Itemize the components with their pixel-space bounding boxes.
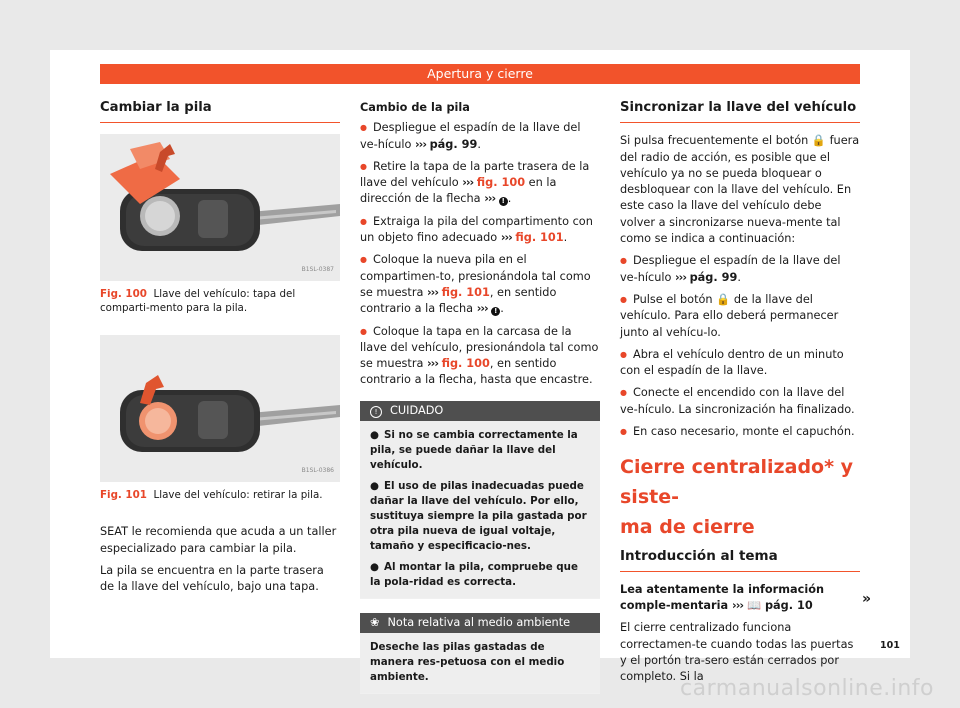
- figure-caption-text: Llave del vehículo: tapa del comparti-mento para la pila.: [100, 288, 296, 315]
- page-reference[interactable]: pág. 10: [764, 598, 813, 612]
- figure-code: B1SL-0386: [301, 467, 334, 474]
- caution-header: ! CUIDADO: [360, 401, 600, 421]
- step-4: ● Conecte el encendido con la llave del ve-hículo. La sincronización ha finalizado.: [620, 385, 860, 418]
- column-middle: [360, 100, 600, 694]
- page-reference[interactable]: pág. 99: [429, 137, 478, 151]
- watermark: carmanualsonline.info: [680, 676, 934, 701]
- reference-arrow-icon: ›››: [675, 270, 686, 284]
- reference-arrow-icon: ›››: [500, 231, 512, 245]
- environment-header: ❀ Nota relativa al medio ambiente: [360, 613, 600, 633]
- continue-chevron-icon: »: [862, 591, 872, 607]
- bullet-icon: [620, 293, 633, 306]
- bullet-icon: [360, 215, 373, 228]
- intro-heading: Introducción al tema: [620, 548, 860, 571]
- step-2: ● Retire la tapa de la parte trasera de la llave del vehículo ››› fig. 100 en la dirección de la flecha ››› ! .: [360, 159, 600, 208]
- reference-arrow-icon: ›››: [427, 357, 438, 371]
- figure-caption-text: Llave del vehículo: retirar la pila.: [153, 489, 323, 502]
- column-left: [100, 100, 340, 601]
- reference-arrow-icon: ›››: [462, 176, 474, 190]
- book-icon: 📖: [746, 598, 762, 612]
- figure-reference[interactable]: fig. 101: [515, 231, 564, 245]
- paragraph: La pila se encuentra en la parte trasera de la llave del vehículo, bajo una tapa.: [100, 563, 324, 594]
- caution-item: ● El uso de pilas inadecuadas puede dañar la llave del vehículo. Por ello, sustituya siempre la pila gastada por otra pila nueva de igual voltaje, tamaño y especificacio-nes.: [370, 479, 587, 552]
- subheading: Cambio de la pila: [360, 101, 470, 114]
- figure-101-caption: [100, 488, 340, 502]
- figure-code: B1SL-0387: [301, 266, 334, 273]
- leaf-icon: ❀: [370, 615, 380, 629]
- warning-icon: !: [499, 197, 508, 206]
- figure-100-image: [100, 134, 340, 281]
- reference-arrow-icon: ›››: [427, 285, 438, 299]
- caution-body: [360, 421, 600, 598]
- figure-100-caption: [100, 287, 340, 315]
- key-battery-illustration: [100, 335, 340, 482]
- key-cover-illustration: [100, 134, 340, 281]
- step-1: ● Despliegue el espadín de la llave del ve-hículo ››› pág. 99.: [620, 253, 860, 286]
- bullet-icon: [360, 253, 373, 266]
- step-3: ● Abra el vehículo dentro de un minuto con el espadín de la llave.: [620, 347, 860, 380]
- caution-item: ● Al montar la pila, compruebe que la pola-ridad es correcta.: [370, 560, 578, 588]
- lock-icon: 🔒: [811, 134, 826, 148]
- chapter-title: Cierre centralizado* y siste- ma de cierre: [620, 456, 854, 539]
- figure-label: Fig. 101: [100, 489, 147, 502]
- column-right: [620, 100, 860, 691]
- chapter-header: Apertura y cierre: [100, 64, 860, 84]
- bullet-icon: [620, 348, 633, 361]
- figure-reference[interactable]: fig. 100: [441, 357, 490, 371]
- section-heading: Sincronizar la llave del vehículo: [620, 100, 860, 123]
- page-reference[interactable]: pág. 99: [689, 270, 738, 284]
- section-heading: Cambiar la pila: [100, 100, 340, 123]
- bullet-icon: [360, 121, 373, 134]
- step-5: ● En caso necesario, monte el capuchón.: [620, 424, 860, 440]
- reference-arrow-icon: ›››: [484, 192, 496, 206]
- warning-icon: !: [491, 307, 500, 316]
- paragraph: Si pulsa frecuentemente el botón 🔒 fuera del radio de acción, es posible que el vehículo ya no se pueda bloquear o desbloquear con la llave del vehículo. En este caso la llave del vehículo debe volver a sincronizarse nueva-mente tal como se indica a continuación:: [620, 134, 860, 246]
- paragraph: El cierre centralizado funciona correctamen-te cuando todas las puertas y el portón tra-sero están cerrados por completo. Si la: [620, 621, 854, 684]
- caution-item: ● Si no se cambia correctamente la pila, se puede dañar la llave del vehículo.: [370, 428, 578, 471]
- reference-arrow-icon: ›››: [732, 598, 744, 612]
- figure-101-image: [100, 335, 340, 482]
- bullet-icon: [620, 386, 633, 399]
- bullet-icon: [360, 325, 373, 338]
- step-3: ● Extraiga la pila del compartimento con un objeto fino adecuado ››› fig. 101.: [360, 214, 600, 247]
- reference-arrow-icon: ›››: [476, 302, 488, 316]
- step-5: ● Coloque la tapa en la carcasa de la llave del vehículo, presionándola tal como se muestra ››› fig. 100, en sentido contrario a la flecha, hasta que encastre.: [360, 324, 600, 389]
- page-number: 101: [880, 640, 900, 651]
- figure-label: Fig. 100: [100, 288, 147, 301]
- step-4: ● Coloque la nueva pila en el compartimen-to, presionándola tal como se muestra ››› fig. 101, en sentido contrario a la flecha ››› ! .: [360, 252, 600, 317]
- bullet-icon: [620, 254, 633, 267]
- step-1: ● Despliegue el espadín de la llave del ve-hículo ››› pág. 99.: [360, 120, 600, 153]
- figure-reference[interactable]: fig. 100: [476, 176, 526, 190]
- environment-body: Deseche las pilas gastadas de manera res-petuosa con el medio ambiente.: [360, 633, 600, 693]
- lock-icon: 🔒: [716, 292, 731, 306]
- bullet-icon: [620, 425, 633, 438]
- reference-arrow-icon: ›››: [415, 137, 426, 151]
- paragraph: SEAT le recomienda que acuda a un taller especializado para cambiar la pila.: [100, 525, 337, 555]
- step-2: ● Pulse el botón 🔒 de la llave del vehículo. Para ello deberá permanecer junto al vehícu-lo.: [620, 292, 860, 341]
- lead-paragraph: Lea atentamente la información comple-mentaria ››› 📖 pág. 10: [620, 582, 824, 612]
- caution-box: [360, 401, 600, 599]
- figure-reference[interactable]: fig. 101: [441, 285, 490, 299]
- warning-circle-icon: !: [370, 406, 382, 418]
- bullet-icon: [360, 160, 373, 173]
